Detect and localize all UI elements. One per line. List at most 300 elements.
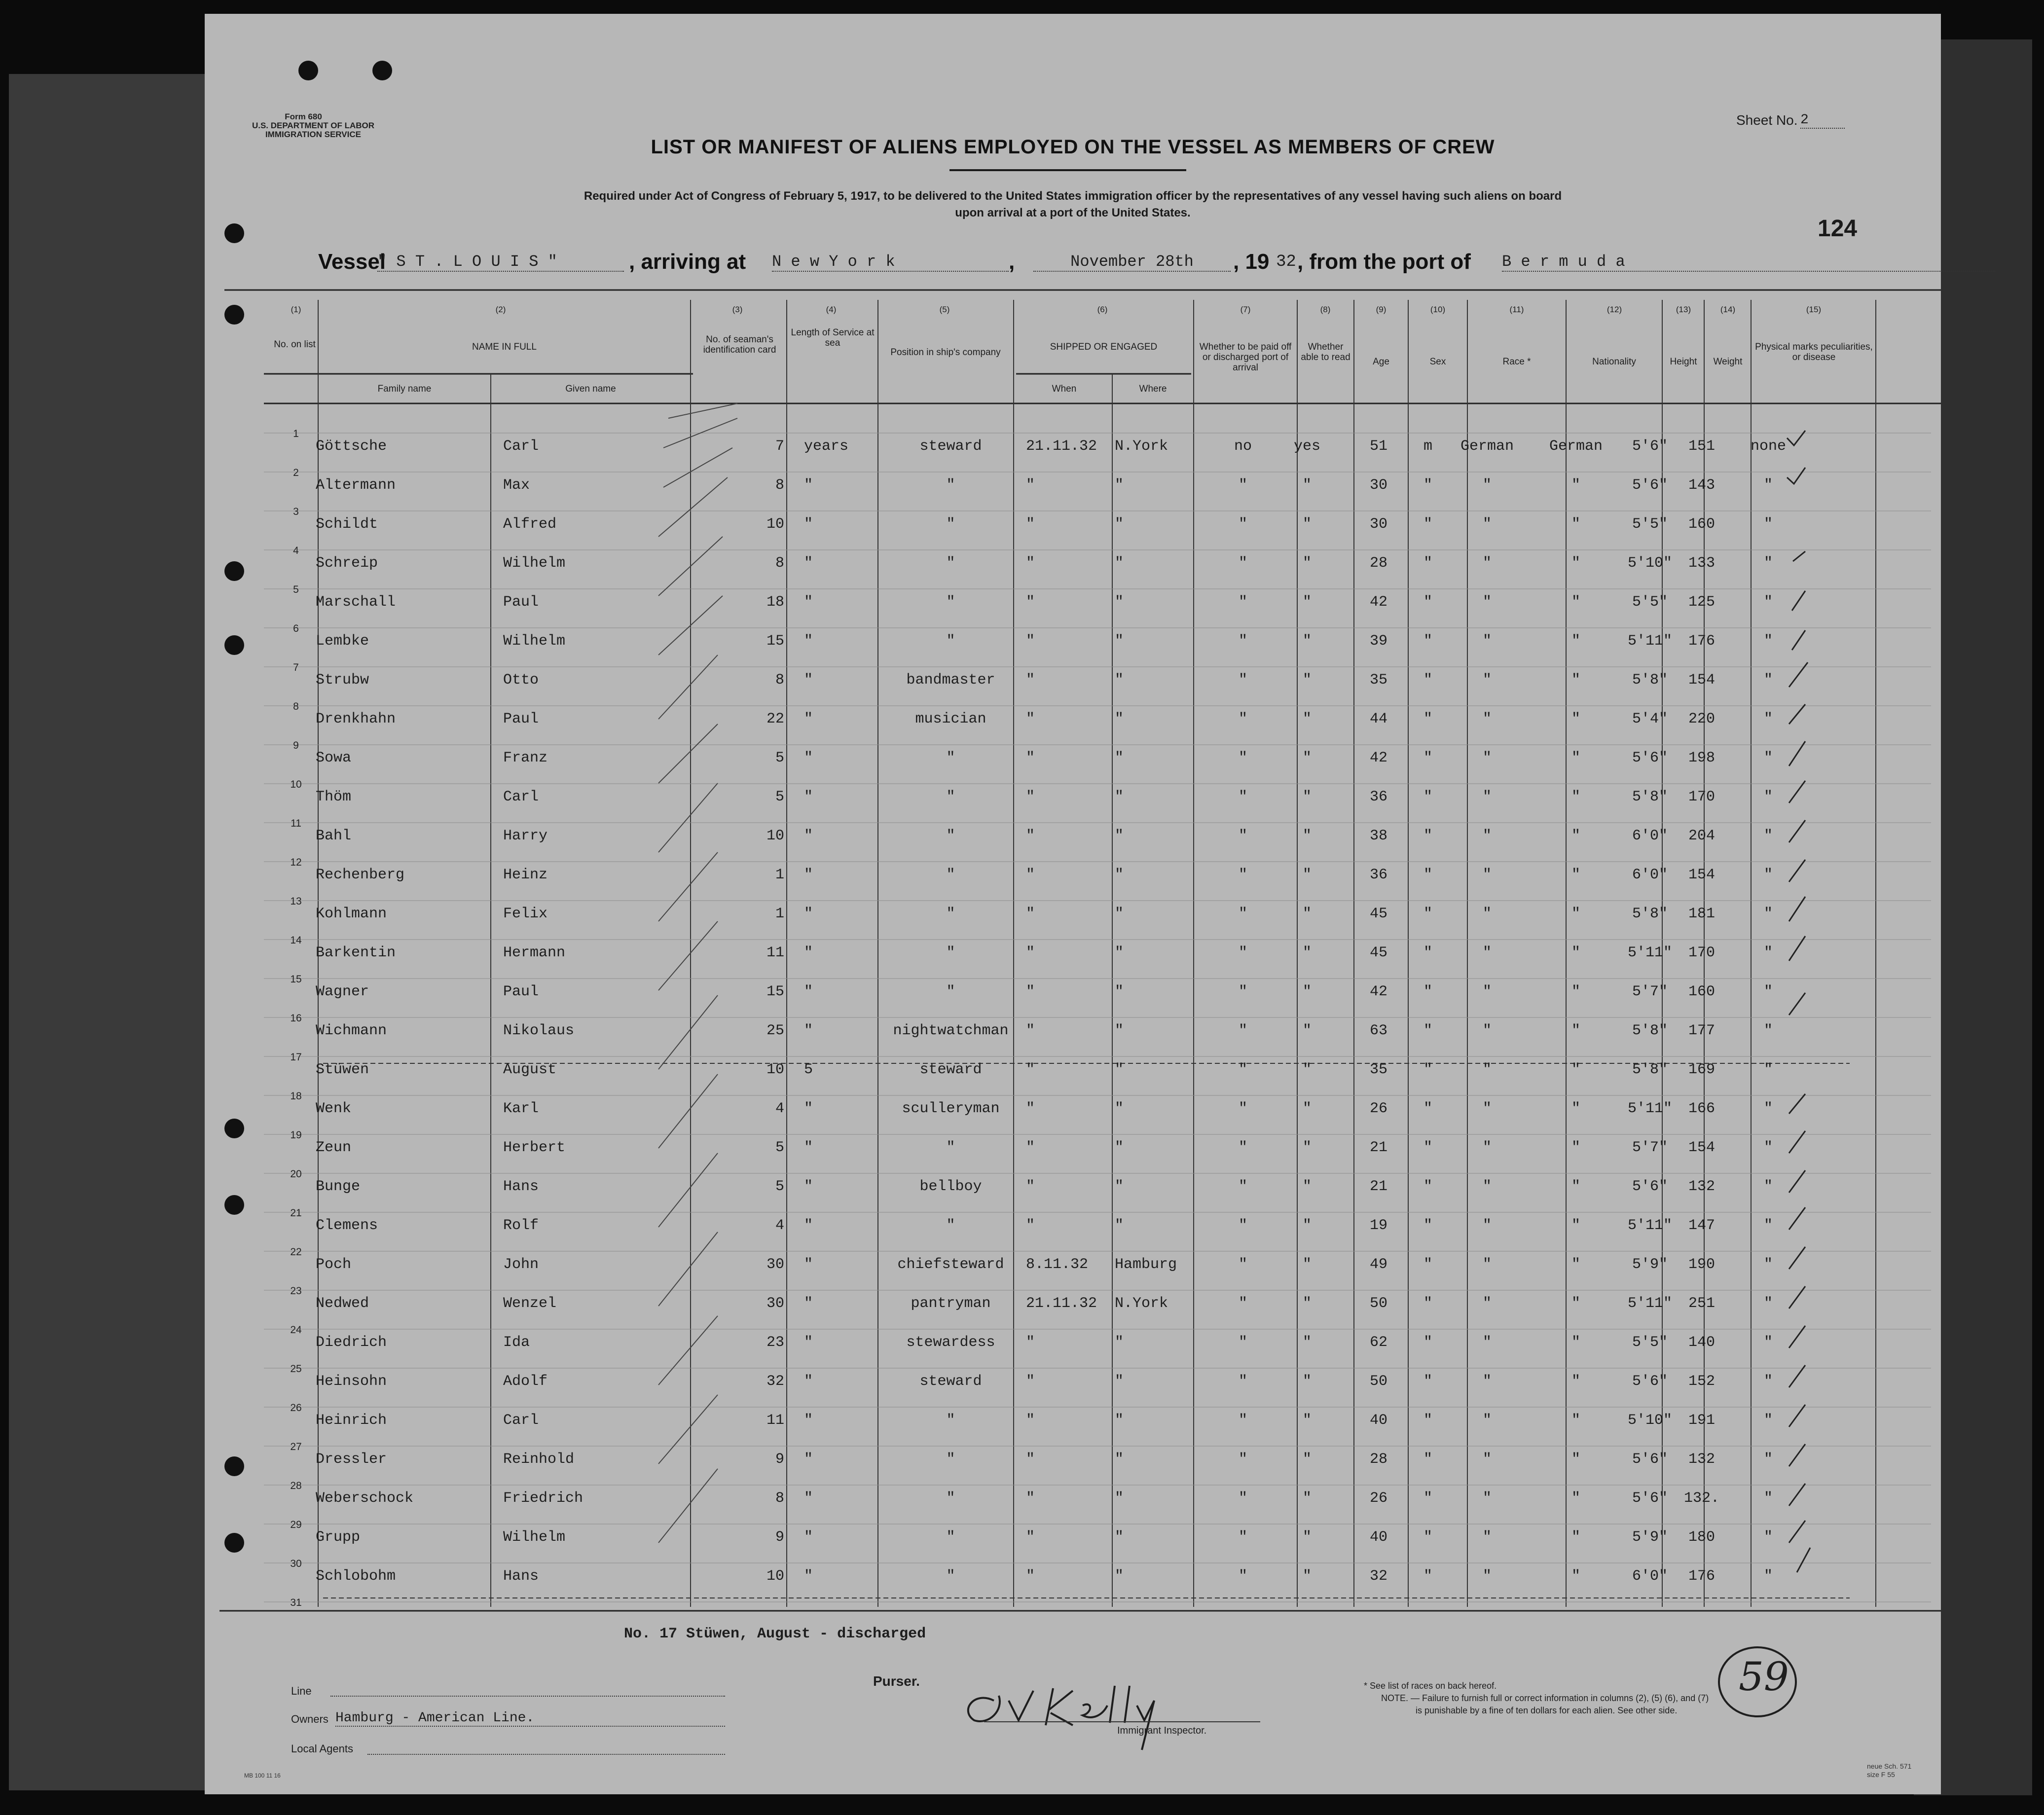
cell-read: " — [1302, 1412, 1312, 1429]
cell-height: 5'8" — [1632, 1061, 1668, 1078]
cell-position: bellboy — [919, 1178, 982, 1195]
cell-nationality: " — [1571, 1568, 1580, 1585]
cell-age: 39 — [1369, 633, 1387, 650]
cell-nationality: " — [1571, 1295, 1580, 1312]
cell-paid: " — [1238, 516, 1247, 533]
cell-nationality: " — [1571, 828, 1580, 844]
cell-service: " — [804, 944, 813, 961]
col-sex: Sex — [1429, 357, 1446, 367]
cell-sex: " — [1423, 828, 1432, 844]
cell-card: 10 — [766, 828, 784, 844]
cell-paid: " — [1238, 1139, 1247, 1156]
cell-position: " — [946, 516, 955, 533]
cell-paid: " — [1238, 944, 1247, 961]
cell-family: Drenkhahn — [316, 711, 396, 727]
cell-nationality: " — [1571, 750, 1580, 766]
cell-read: " — [1302, 711, 1312, 727]
cell-age: 36 — [1369, 789, 1387, 805]
cell-height: 5'11" — [1627, 1217, 1672, 1234]
cell-read: yes — [1293, 438, 1320, 455]
cell-paid: " — [1238, 1373, 1247, 1390]
cell-card: 15 — [766, 633, 784, 650]
service-name: IMMIGRATION SERVICE — [265, 130, 361, 139]
cell-height: 5'7" — [1632, 1139, 1668, 1156]
cell-family: Thöm — [316, 789, 352, 805]
cell-age: 49 — [1369, 1256, 1387, 1273]
cell-race: " — [1482, 1568, 1492, 1585]
cell-paid: " — [1238, 828, 1247, 844]
cell-family: Stüwen — [316, 1061, 369, 1078]
cell-when: " — [1026, 1334, 1035, 1351]
cell-physical: " — [1763, 1412, 1773, 1429]
cell-family: Clemens — [316, 1217, 378, 1234]
cell-read: " — [1302, 1100, 1312, 1117]
cell-physical: " — [1763, 633, 1773, 650]
cell-no: 29 — [290, 1519, 302, 1530]
cell-service: " — [804, 477, 813, 494]
cell-age: 40 — [1369, 1529, 1387, 1546]
cell-service: " — [804, 1373, 813, 1390]
cell-family: Nedwed — [316, 1295, 369, 1312]
cell-no: 4 — [293, 545, 299, 556]
cell-sex: m — [1423, 438, 1432, 455]
cell-age: 51 — [1369, 438, 1387, 455]
arriving-label: , arriving at — [629, 250, 746, 274]
col-name-in-full: NAME IN FULL — [472, 342, 537, 352]
cell-where: " — [1115, 633, 1124, 650]
cell-given: Paul — [503, 983, 539, 1000]
cell-race: " — [1482, 1295, 1492, 1312]
cell-when: " — [1026, 1100, 1035, 1117]
cell-physical: " — [1763, 1490, 1773, 1507]
cell-weight: 251 — [1688, 1295, 1715, 1312]
col-able-read: Whether able to read — [1301, 342, 1350, 363]
arriving-port: N e w Y o r k — [772, 253, 1009, 272]
cell-where: " — [1115, 1529, 1124, 1546]
cell-weight: 180 — [1688, 1529, 1715, 1546]
cell-physical: " — [1763, 1139, 1773, 1156]
col-when: When — [1052, 384, 1077, 394]
cell-race: " — [1482, 477, 1492, 494]
cell-family: Bahl — [316, 828, 352, 844]
cell-sex: " — [1423, 906, 1432, 922]
cell-sex: " — [1423, 1061, 1432, 1078]
col-number: (13) — [1676, 305, 1691, 314]
cell-card: 4 — [775, 1217, 784, 1234]
cell-height: 5'6" — [1632, 477, 1668, 494]
cell-position: " — [946, 633, 955, 650]
cell-height: 5'6" — [1632, 1178, 1668, 1195]
cell-card: 18 — [766, 594, 784, 611]
cell-race: " — [1482, 555, 1492, 572]
cell-race: " — [1482, 1334, 1492, 1351]
cell-given: Karl — [503, 1100, 539, 1117]
cell-physical: " — [1763, 1529, 1773, 1546]
cell-family: Bunge — [316, 1178, 361, 1195]
cell-sex: " — [1423, 1412, 1432, 1429]
cell-card: 10 — [766, 516, 784, 533]
vessel-label: Vessel — [318, 250, 386, 274]
cell-paid: " — [1238, 1490, 1247, 1507]
cell-family: Marschall — [316, 594, 396, 611]
cell-weight: 176 — [1688, 633, 1715, 650]
cell-card: 25 — [766, 1022, 784, 1039]
cell-physical: " — [1763, 1022, 1773, 1039]
cell-physical: " — [1763, 1295, 1773, 1312]
cell-given: Carl — [503, 789, 539, 805]
cell-read: " — [1302, 750, 1312, 766]
cell-when: " — [1026, 1451, 1035, 1468]
cell-paid: " — [1238, 906, 1247, 922]
cell-paid: " — [1238, 594, 1247, 611]
cell-sex: " — [1423, 1334, 1432, 1351]
cell-nationality: " — [1571, 944, 1580, 961]
line-field — [330, 1696, 725, 1697]
cell-given: Hans — [503, 1178, 539, 1195]
cell-where: N.York — [1115, 1295, 1168, 1312]
cell-where: " — [1115, 1451, 1124, 1468]
cell-race: " — [1482, 1022, 1492, 1039]
cell-position: " — [946, 555, 955, 572]
cell-card: 5 — [775, 750, 784, 766]
col-number: (1) — [291, 305, 301, 314]
col-no-on-list: No. on list — [274, 339, 316, 350]
cell-height: 5'8" — [1632, 906, 1668, 922]
cell-given: Hans — [503, 1568, 539, 1585]
cell-weight: 176 — [1688, 1568, 1715, 1585]
cell-service: years — [804, 438, 849, 455]
cell-sex: " — [1423, 1373, 1432, 1390]
cell-card: 5 — [775, 789, 784, 805]
cell-paid: " — [1238, 867, 1247, 883]
cell-height: 5'10" — [1627, 1412, 1672, 1429]
cell-given: Reinhold — [503, 1451, 575, 1468]
cell-weight: 181 — [1688, 906, 1715, 922]
cell-age: 35 — [1369, 672, 1387, 689]
cell-when: " — [1026, 1490, 1035, 1507]
from-port-label: , from the port of — [1297, 250, 1471, 274]
cell-service: " — [804, 1490, 813, 1507]
inspector-label: Immigrant Inspector. — [1117, 1725, 1207, 1736]
cell-age: 45 — [1369, 944, 1387, 961]
cell-physical: " — [1763, 867, 1773, 883]
cell-height: 5'8" — [1632, 1022, 1668, 1039]
cell-where: " — [1115, 944, 1124, 961]
cell-age: 63 — [1369, 1022, 1387, 1039]
cell-paid: " — [1238, 1568, 1247, 1585]
cell-weight: 169 — [1688, 1061, 1715, 1078]
cell-given: Hermann — [503, 944, 566, 961]
cell-paid: " — [1238, 633, 1247, 650]
cell-age: 30 — [1369, 477, 1387, 494]
cell-where: " — [1115, 750, 1124, 766]
cell-card: 7 — [775, 438, 784, 455]
cell-read: " — [1302, 1178, 1312, 1195]
cell-where: " — [1115, 867, 1124, 883]
cell-family: Weberschock — [316, 1490, 414, 1507]
cell-no: 17 — [290, 1052, 302, 1063]
cell-card: 30 — [766, 1256, 784, 1273]
year-suffix: 32 — [1276, 253, 1296, 271]
cell-read: " — [1302, 633, 1312, 650]
cell-no: 10 — [290, 779, 302, 790]
cell-weight: 198 — [1688, 750, 1715, 766]
cell-service: 5 — [804, 1061, 813, 1078]
cell-given: Adolf — [503, 1373, 548, 1390]
cell-nationality: " — [1571, 594, 1580, 611]
cell-family: Altermann — [316, 477, 396, 494]
cell-where: " — [1115, 906, 1124, 922]
cell-nationality: " — [1571, 906, 1580, 922]
cell-weight: 147 — [1688, 1217, 1715, 1234]
cell-race: " — [1482, 1412, 1492, 1429]
col-number: (6) — [1097, 305, 1108, 314]
cell-service: " — [804, 1334, 813, 1351]
cell-height: 5'5" — [1632, 594, 1668, 611]
cell-card: 1 — [775, 906, 784, 922]
cell-family: Heinsohn — [316, 1373, 387, 1390]
cell-where: " — [1115, 1490, 1124, 1507]
cell-where: N.York — [1115, 438, 1168, 455]
cell-sex: " — [1423, 1100, 1432, 1117]
cell-family: Barkentin — [316, 944, 396, 961]
cell-paid: " — [1238, 1529, 1247, 1546]
cell-read: " — [1302, 789, 1312, 805]
cell-position: stewardess — [906, 1334, 995, 1351]
cell-given: Wilhelm — [503, 555, 566, 572]
col-number: (8) — [1320, 305, 1331, 314]
cell-service: " — [804, 1529, 813, 1546]
cell-paid: " — [1238, 1022, 1247, 1039]
col-weight: Weight — [1713, 357, 1743, 367]
cell-card: 11 — [766, 944, 784, 961]
cell-family: Rechenberg — [316, 867, 405, 883]
cell-when: " — [1026, 555, 1035, 572]
cell-physical: none — [1750, 438, 1786, 455]
cell-weight: 177 — [1688, 1022, 1715, 1039]
cell-family: Heinrich — [316, 1412, 387, 1429]
cell-no: 14 — [290, 935, 302, 946]
cell-read: " — [1302, 867, 1312, 883]
cell-service: " — [804, 1100, 813, 1117]
cell-sex: " — [1423, 633, 1432, 650]
cell-height: 5'11" — [1627, 1295, 1672, 1312]
cell-when: " — [1026, 711, 1035, 727]
cell-nationality: " — [1571, 1529, 1580, 1546]
cell-height: 5'6" — [1632, 438, 1668, 455]
cell-race: " — [1482, 633, 1492, 650]
col-position: Position in ship's company — [890, 347, 1001, 358]
cell-family: Dressler — [316, 1451, 387, 1468]
cell-sex: " — [1423, 1529, 1432, 1546]
cell-family: Göttsche — [316, 438, 387, 455]
cell-race: German — [1460, 438, 1514, 455]
cell-where: " — [1115, 1373, 1124, 1390]
cell-height: 5'5" — [1632, 1334, 1668, 1351]
cell-paid: " — [1238, 1334, 1247, 1351]
cell-service: " — [804, 828, 813, 844]
cell-race: " — [1482, 983, 1492, 1000]
cell-position: " — [946, 1451, 955, 1468]
cell-paid: " — [1238, 1100, 1247, 1117]
cell-age: 28 — [1369, 1451, 1387, 1468]
sheet-number: 2 — [1800, 112, 1845, 129]
col-nationality: Nationality — [1592, 357, 1636, 367]
cell-where: " — [1115, 555, 1124, 572]
cell-physical: " — [1763, 1373, 1773, 1390]
cell-sex: " — [1423, 477, 1432, 494]
cell-nationality: " — [1571, 477, 1580, 494]
cell-card: 32 — [766, 1373, 784, 1390]
cell-position: bandmaster — [906, 672, 995, 689]
cell-physical: " — [1763, 828, 1773, 844]
cell-position: " — [946, 828, 955, 844]
cell-given: August — [503, 1061, 557, 1078]
cell-race: " — [1482, 906, 1492, 922]
cell-weight: 170 — [1688, 789, 1715, 805]
cell-when: " — [1026, 1568, 1035, 1585]
cell-read: " — [1302, 1334, 1312, 1351]
departure-port: B e r m u d a — [1502, 253, 1995, 272]
cell-no: 25 — [290, 1363, 302, 1375]
cell-age: 50 — [1369, 1373, 1387, 1390]
cell-paid: " — [1238, 1451, 1247, 1468]
cell-sex: " — [1423, 711, 1432, 727]
cell-no: 16 — [290, 1013, 302, 1024]
cell-when: " — [1026, 983, 1035, 1000]
local-agents-field — [367, 1754, 725, 1755]
cell-weight: 160 — [1688, 983, 1715, 1000]
cell-card: 15 — [766, 983, 784, 1000]
cell-where: " — [1115, 516, 1124, 533]
col-paid-off: Whether to be paid off or discharged port of arrival — [1199, 342, 1292, 373]
cell-where: " — [1115, 1334, 1124, 1351]
cell-race: " — [1482, 672, 1492, 689]
cell-physical: " — [1763, 594, 1773, 611]
cell-age: 30 — [1369, 516, 1387, 533]
cell-service: " — [804, 906, 813, 922]
cell-no: 7 — [293, 662, 299, 673]
col-given-name: Given name — [565, 384, 616, 394]
cell-physical: " — [1763, 672, 1773, 689]
cell-position: " — [946, 594, 955, 611]
cell-when: " — [1026, 944, 1035, 961]
cell-no: 1 — [293, 428, 299, 439]
cell-nationality: " — [1571, 1490, 1580, 1507]
signature-line — [984, 1721, 1260, 1722]
cell-given: Alfred — [503, 516, 557, 533]
cell-sex: " — [1423, 1139, 1432, 1156]
cell-family: Lembke — [316, 633, 369, 650]
cell-race: " — [1482, 1490, 1492, 1507]
cell-paid: " — [1238, 1178, 1247, 1195]
col-physical: Physical marks peculiarities, or disease — [1755, 342, 1873, 363]
cell-when: " — [1026, 516, 1035, 533]
cell-nationality: " — [1571, 1412, 1580, 1429]
cell-physical: " — [1763, 1451, 1773, 1468]
cell-family: Diedrich — [316, 1334, 387, 1351]
table-grid — [205, 14, 1941, 1794]
cell-weight: 132 — [1688, 1451, 1715, 1468]
cell-given: Friedrich — [503, 1490, 584, 1507]
cell-read: " — [1302, 1217, 1312, 1234]
cell-given: Carl — [503, 1412, 539, 1429]
cell-given: Carl — [503, 438, 539, 455]
cell-when: " — [1026, 1217, 1035, 1234]
line-label: Line — [291, 1685, 312, 1697]
col-number: (14) — [1720, 305, 1736, 314]
cell-age: 40 — [1369, 1412, 1387, 1429]
cell-no: 21 — [290, 1207, 302, 1219]
cell-nationality: " — [1571, 1022, 1580, 1039]
cell-where: " — [1115, 711, 1124, 727]
cell-position: " — [946, 1568, 955, 1585]
cell-weight: 154 — [1688, 1139, 1715, 1156]
cell-weight: 133 — [1688, 555, 1715, 572]
cell-height: 5'6" — [1632, 1490, 1668, 1507]
cell-physical: " — [1763, 1334, 1773, 1351]
col-number: (15) — [1806, 305, 1822, 314]
cell-where: " — [1115, 983, 1124, 1000]
cell-height: 5'7" — [1632, 983, 1668, 1000]
cell-given: Max — [503, 477, 530, 494]
cell-sex: " — [1423, 1490, 1432, 1507]
cell-height: 5'11" — [1627, 633, 1672, 650]
cell-family: Wagner — [316, 983, 369, 1000]
cell-physical: " — [1763, 711, 1773, 727]
cell-family: Wenk — [316, 1100, 352, 1117]
cell-age: 42 — [1369, 594, 1387, 611]
cell-race: " — [1482, 1100, 1492, 1117]
cell-sex: " — [1423, 1451, 1432, 1468]
cell-weight: 151 — [1688, 438, 1715, 455]
cell-given: Paul — [503, 711, 539, 727]
handwritten-number: 59 — [1739, 1654, 1789, 1700]
cell-card: 1 — [775, 867, 784, 883]
cell-weight: 191 — [1688, 1412, 1715, 1429]
cell-when: " — [1026, 1061, 1035, 1078]
cell-no: 28 — [290, 1480, 302, 1491]
cell-weight: 220 — [1688, 711, 1715, 727]
cell-age: 21 — [1369, 1139, 1387, 1156]
cell-age: 44 — [1369, 711, 1387, 727]
fine-note-1: NOTE. — Failure to furnish full or correct information in columns (2), (5) (6), and (7) — [1381, 1693, 1709, 1703]
cell-given: Harry — [503, 828, 548, 844]
cell-card: 9 — [775, 1451, 784, 1468]
cell-no: 13 — [290, 896, 302, 907]
cell-nationality: " — [1571, 1139, 1580, 1156]
cell-family: Strubw — [316, 672, 369, 689]
cell-family: Grupp — [316, 1529, 361, 1546]
cell-family: Wichmann — [316, 1022, 387, 1039]
cell-weight: 152 — [1688, 1373, 1715, 1390]
cell-card: 11 — [766, 1412, 784, 1429]
manifest-sheet: Form 680 U.S. DEPARTMENT OF LABOR IMMIGRATION SERVICE Sheet No. 2 LIST OR MANIFEST OF ALIENS EMPLOYED ON THE VESSEL AS MEMBERS OF CREW Required under Act of Congress of February 5, 1917, to be delivered to the United States immigration officer by the representatives of any vessel having such aliens on board upon arrival at a port of the United States. 124 Vessel " S T . L O U I S " , arriving at N e w Y o r k , November 28th , 19 32 , from the port of B e r m u d a (1) (2) (3) (4) (5) (6) (7) (8) (9) (10) (11) (12) (13) (14) (15) No. on list NAME IN FULL Family name Given name No. of seaman's identification card Length of Service at sea Position in ship's company SHIPPED OR ENGAGED When Where Whether to be paid off or discharged port of arrival Whether able to read Age Sex Race * Nationality Height Weight Physical marks peculiarities, or disease 1 Göttsche Carl 7 years steward 21.11.32 N.York no yes 51 m German German 5'6" 151 none 2 Altermann Max 8 " " " " " " 30 " " " 5'6" 143 " 3 Schildt Alfred 10 " " " " " " 30 " " " 5'5" 160 " 4 Schreip Wilhelm 8 " " " " " " 28 " " " 5'10" 133 " 5 Marschall Paul 18 " " " " " " 42 " " " 5'5" 125 " 6 Lembke Wilhelm 15 " " " " " " 39 " " " 5'11" 176 " 7 Strubw Otto 8 " bandmaster " " " " 35 " " " 5'8" 154 " 8 Drenkhahn Paul 22 " musician " " " " 44 " " " 5'4" 220 " 9 Sowa Franz 5 " " " " " " 42 " " " 5'6" 198 " 10 Thöm Carl 5 " " " " " " 36 " " " 5'8" 170 " 11 Bahl Harry 10 " " " " " " 38 " " " 6'0" 204 " 12 Rechenberg Heinz 1 " " " " " " 36 " " " 6'0" 154 " 13 Kohlmann Felix 1 " " " " " " 45 " " " 5'8" 181 " 14 Barkentin Hermann 11 " " " " " " 45 " " " 5'11" 170 " 15 Wagner Paul 15 " " " " " " 42 " " " 5'7" 160 " 16 Wichmann Nikolaus 25 " nightwatchman " " " " 63 " " " 5'8" 177 " 17 Stüwen August 10 5 steward " " " " 35 " " " 5'8" 169 " 18 Wenk Karl 4 " sculleryman " " " " 26 " " " 5'11" 166 " 19 Zeun Herbert 5 " " " " " " 21 " " " 5'7" 154 " 20 Bunge Hans 5 " bellboy " " " " 21 " " " 5'6" 132 " 21 Clemens Rolf 4 " " " " " " 19 " " " 5'11" 147 " 22 Poch John 30 " chiefsteward 8.11.32 Hamburg " " 49 " " " 5'9" 190 " 23 Nedwed Wenzel 30 " pantryman 21.11.32 N.York " " 50 " " " 5'11" 251 " 24 Diedrich Ida 23 " stewardess " " " " 62 " " " 5'5" 140 " 25 Heinsohn Adolf 32 " steward " " " " 50 " " " 5'6" 152 " 26 Heinrich Carl 11 " " " " " " 40 " " " 5'10" 191 " 27 Dressler Reinhold 9 " " " " " " 28 " " " 5'6" 132 " 28 Weberschock Friedrich 8 " " " " " " 26 " " " 5'6" 132. " 29 Grupp Wilhelm 9 " " " " " " 40 " " " 5'9" 180 " 30 Schlobohm Hans 10 " " " " " " 32 " " " 6'0" 176 " 31 No. 17 Stüwen, August - discharged Line Owners Hamburg - American Line. Local Agents Purser. Immigrant Inspector. * See list of races on back hereof. NOTE. — Failure to furnish full or correct information in columns (2), (5) (6), and (7) is punishable by a fine of ten dollars for each alien. See other side. 59 neue Sch. 571 size F 55 MB 100 11 16 — [205, 14, 1941, 1794]
cell-no: 9 — [293, 740, 299, 751]
cell-read: " — [1302, 1256, 1312, 1273]
cell-given: John — [503, 1256, 539, 1273]
cell-where: " — [1115, 1568, 1124, 1585]
cell-height: 6'0" — [1632, 828, 1668, 844]
cell-service: " — [804, 983, 813, 1000]
cell-service: " — [804, 789, 813, 805]
requirement-line-2: upon arrival at a port of the United States. — [955, 206, 1191, 219]
cell-weight: 154 — [1688, 867, 1715, 883]
col-family-name: Family name — [377, 384, 432, 394]
cell-sex: " — [1423, 1295, 1432, 1312]
cell-paid: " — [1238, 711, 1247, 727]
col-number: (11) — [1509, 305, 1524, 314]
